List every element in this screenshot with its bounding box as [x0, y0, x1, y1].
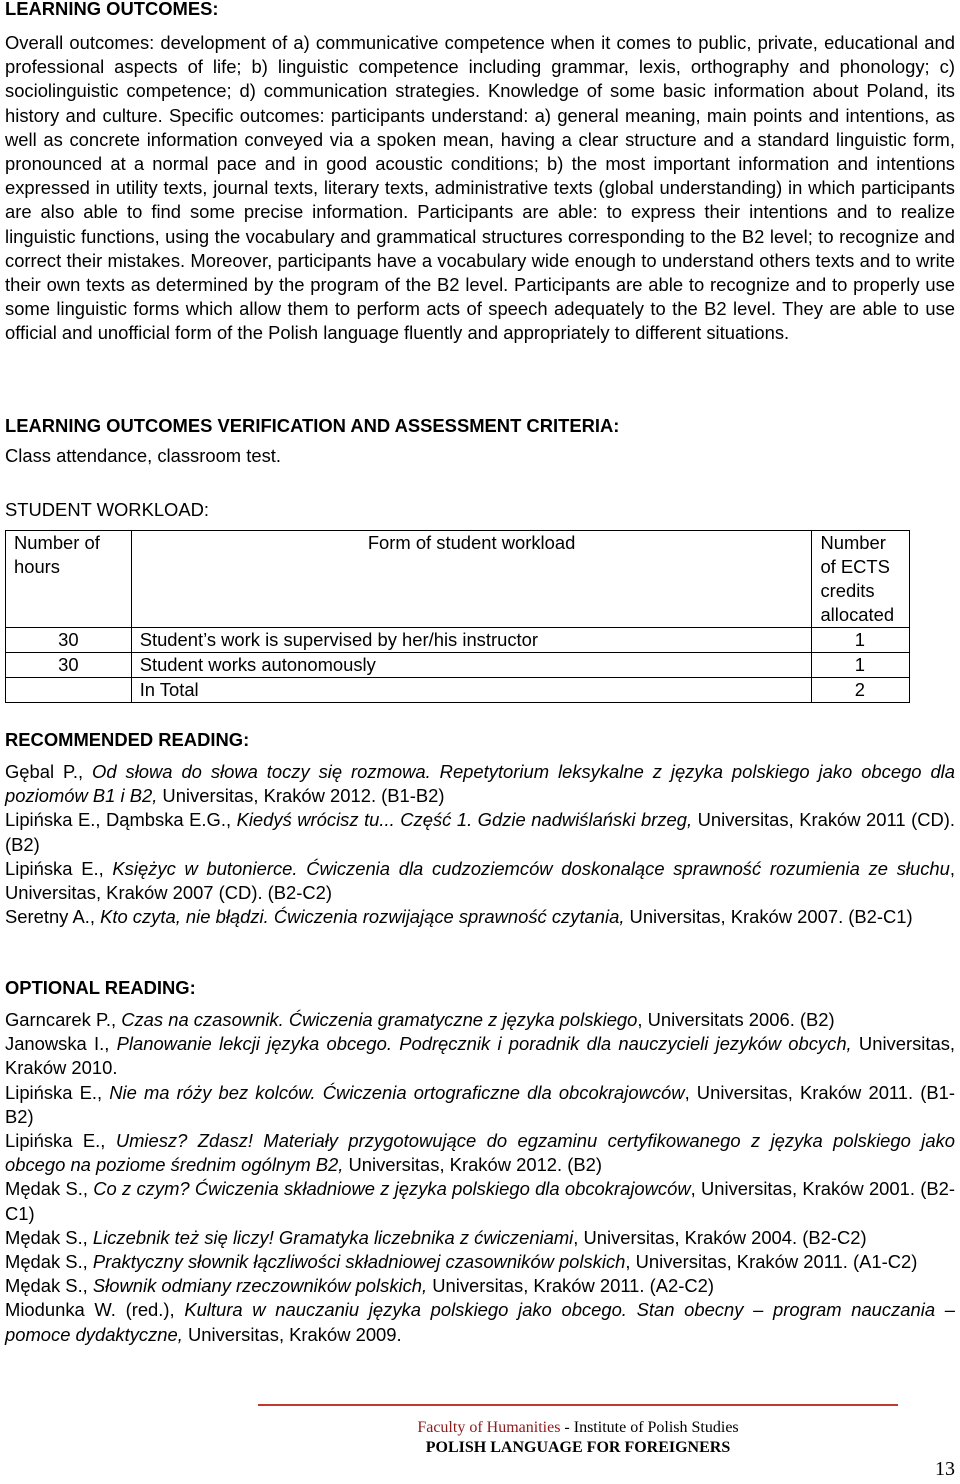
reading-entry-tail: Universitas, Kraków 2012. (B2): [343, 1154, 602, 1176]
reading-entry: [5, 1008, 955, 1032]
recommended-reading-list: [5, 760, 955, 929]
page-footer: [258, 1418, 898, 1458]
reading-entry: [5, 1129, 955, 1177]
reading-entry-title: Liczebnik też się liczy! Gramatyka liczebnika z ćwiczeniami: [92, 1226, 574, 1248]
reading-entry-author: Mędak S.,: [5, 1275, 93, 1297]
page-number: 13: [935, 1458, 955, 1480]
reading-entry-tail: Universitas, Kraków 2007. (B2-C1): [624, 906, 913, 928]
reading-entry-tail: , Universitas, Kraków 2011. (B1-B2): [5, 1081, 956, 1127]
reading-entry-tail: Universitas, Kraków 2011. (A2-C2): [427, 1275, 714, 1297]
table-row: [6, 628, 910, 653]
learning-outcomes-heading: LEARNING OUTCOMES:: [5, 0, 219, 19]
table-row: [6, 653, 910, 678]
reading-entry-author: Mędak S.,: [5, 1226, 93, 1248]
learning-outcomes-text: Overall outcomes: development of a) communicative competence when it comes to public, private, educational and professional aspects of life; b) linguistic competence including grammar, lexis, orthography and phonology; c) sociolinguistic competence; d) communication strategies. Knowledge of some basic information about Poland, its history and culture. Specific outcomes: participants understand: a) general meaning, main points and intentions, as well as concrete information conveyed via a spoken mean, having a clear structure and a standard linguistic form, pronounced at a normal pace and in good acoustic conditions; b) the most important information and intentions expressed in utility texts, journal texts, literary texts, administrative texts (global understanding) in which participants are also able to find some precise information. Participants are able: to express their intentions and to realize linguistic functions, using the vocabulary and grammatical structures corresponding to the B2 level; to recognize and correct their mistakes. Moreover, participants have a vocabulary wide enough to understand others texts and to write their own texts as determined by the program of the B2 level. Participants are able to recognize and to properly use some linguistic forms which allow them to perform acts of speech adequately to the B2 level. They are able to use official and unofficial form of the Polish language fluently and appropriately to different situations.: [5, 32, 955, 344]
optional-reading-list: [5, 1008, 955, 1347]
reading-entry-author: Lipińska E.,: [5, 1130, 116, 1152]
footer-rule: [258, 1404, 898, 1406]
reading-entry-tail: Universitas, Kraków 2012. (B1-B2): [157, 785, 445, 807]
reading-entry-tail: , Universitats 2006. (B2): [637, 1009, 835, 1030]
row-hours: [6, 678, 132, 703]
reading-entry-author: Garncarek P.,: [5, 1009, 122, 1030]
reading-entry-title: Umiesz? Zdasz! Materiały przygotowujące do egzaminu certyfikowanego z języka polskiego jako obcego na poziome średnim ogólnym B2,: [5, 1130, 955, 1176]
footer-course: POLISH LANGUAGE FOR FOREIGNERS: [425, 1439, 731, 1456]
recommended-reading-heading: RECOMMENDED READING:: [5, 729, 250, 750]
header-form: Form of student workload: [131, 531, 812, 628]
optional-reading-heading: OPTIONAL READING:: [5, 977, 196, 998]
reading-entry: [5, 1250, 955, 1274]
reading-entry-author: Lipińska E.,: [5, 1081, 110, 1103]
reading-entry-title: Kiedyś wrócisz tu... Część 1. Gdzie nadwiślański brzeg,: [236, 809, 693, 831]
reading-entry-author: Mędak S.,: [5, 1178, 94, 1200]
row-form: Student’s work is supervised by her/his instructor: [131, 628, 812, 653]
reading-entry-tail: Universitas, Kraków 2011 (CD). (B2): [5, 809, 955, 855]
reading-entry: [5, 1298, 955, 1346]
reading-entry-title: Czas na czasownik. Ćwiczenia gramatyczne z języka polskiego: [121, 1009, 638, 1030]
reading-entry: [5, 760, 955, 808]
reading-entry-author: Miodunka W. (red.),: [5, 1299, 185, 1321]
reading-entry-author: Gębal P.,: [5, 761, 93, 782]
reading-entry-title: Kultura w nauczaniu języka polskiego jako obcego. Stan obecny – program nauczania – pomoce dydaktyczne,: [5, 1299, 955, 1345]
footer-institute: - Institute of Polish Studies: [560, 1419, 739, 1436]
row-hours: 30: [6, 628, 132, 653]
optional-reading-section: [5, 976, 955, 1347]
reading-entry-author: Mędak S.,: [5, 1251, 93, 1273]
reading-entry: [5, 1081, 955, 1129]
header-ects: Number of ECTS credits allocated: [812, 531, 910, 628]
reading-entry: [5, 1274, 955, 1298]
reading-entry-title: Księżyc w butonierce. Ćwiczenia dla cudzoziemców doskonalące sprawność rozumienia ze słuchu: [112, 857, 950, 879]
reading-entry-author: Seretny A.,: [5, 906, 101, 928]
footer-faculty-line: [258, 1418, 898, 1438]
reading-entry-tail: , Universitas, Kraków 2001. (B2-C1): [5, 1178, 955, 1224]
reading-entry-title: Co z czym? Ćwiczenia składniowe z języka polskiego dla obcokrajowców: [93, 1178, 691, 1200]
reading-entry: [5, 1226, 955, 1250]
row-hours: 30: [6, 653, 132, 678]
footer-faculty: Faculty of Humanities: [417, 1419, 561, 1436]
reading-entry: [5, 1177, 955, 1225]
row-ects: 2: [812, 678, 910, 703]
workload-header-row: [6, 531, 910, 628]
reading-entry-tail: Universitas, Kraków 2009.: [182, 1323, 402, 1345]
table-row: [6, 678, 910, 703]
reading-entry-tail: , Universitas, Kraków 2007 (CD). (B2-C2): [5, 857, 955, 904]
workload-heading: STUDENT WORKLOAD:: [5, 499, 210, 520]
reading-entry-author: Lipińska E.,: [5, 857, 113, 879]
verification-section: [5, 414, 955, 468]
reading-entry-author: Lipińska E., Dąmbska E.G.,: [5, 809, 237, 831]
learning-outcomes-section: [5, 0, 955, 346]
reading-entry-title: Słownik odmiany rzeczowników polskich,: [92, 1275, 428, 1297]
reading-entry-author: Janowska I.,: [5, 1033, 117, 1055]
reading-entry-title: Planowanie lekcji języka obcego. Podręcznik i poradnik dla nauczycieli jezyków obcych,: [116, 1033, 852, 1055]
reading-entry-tail: , Universitas, Kraków 2011. (A1-C2): [625, 1251, 918, 1273]
workload-section: [5, 498, 955, 522]
workload-table: [5, 530, 910, 703]
reading-entry-title: Od słowa do słowa toczy się rozmowa. Repetytorium leksykalne z języka polskiego jako obcego dla poziomów B1 i B2,: [5, 761, 955, 807]
reading-entry-title: Kto czyta, nie błądzi. Ćwiczenia rozwijające sprawność czytania,: [100, 906, 625, 928]
reading-entry-title: Praktyczny słownik łączliwości składniowej czasowników polskich: [92, 1251, 626, 1273]
row-form: In Total: [131, 678, 812, 703]
row-form: Student works autonomously: [131, 653, 812, 678]
reading-entry: [5, 857, 955, 905]
reading-entry-tail: , Universitas, Kraków 2004. (B2-C2): [573, 1226, 867, 1248]
verification-text: Class attendance, classroom test.: [5, 445, 281, 466]
reading-entry-title: Nie ma róży bez kolców. Ćwiczenia ortograficzne dla obcokrajowców: [109, 1081, 685, 1103]
recommended-reading-section: [5, 728, 955, 929]
reading-entry: [5, 808, 955, 856]
reading-entry: [5, 1032, 955, 1080]
row-ects: 1: [812, 628, 910, 653]
verification-heading: LEARNING OUTCOMES VERIFICATION AND ASSESSMENT CRITERIA:: [5, 415, 620, 436]
reading-entry-tail: Universitas, Kraków 2010.: [5, 1033, 955, 1079]
row-ects: 1: [812, 653, 910, 678]
reading-entry: [5, 905, 955, 929]
header-hours: Number of hours: [6, 531, 132, 628]
